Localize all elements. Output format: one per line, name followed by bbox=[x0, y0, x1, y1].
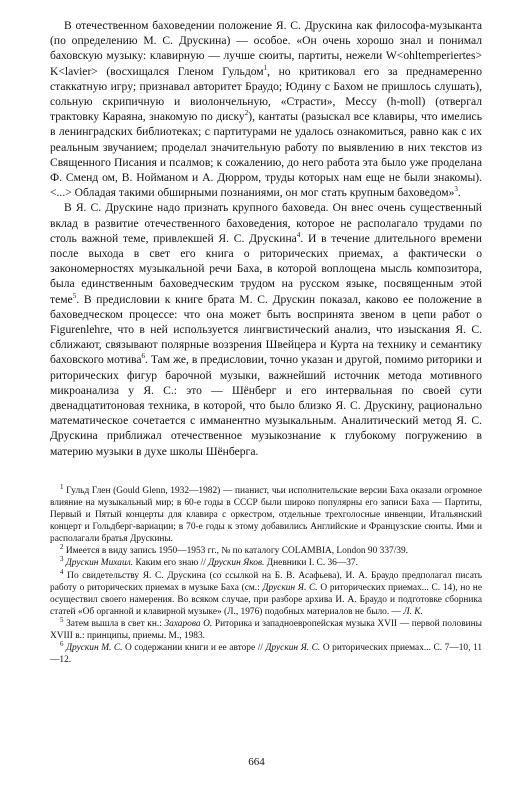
footnote bbox=[50, 545, 482, 557]
text-run: Затем вышла в свет кн.: bbox=[63, 618, 165, 629]
text-run: , но критиковал его за преднамеренно стаккатную игру; признавал авторитет Браудо; Юдину с Бахом не пришлось слушать), сольную скрипичную и виолончельную, «Страсти», Мессу (h-moll) (отвергал трактовку Караяна, знакомую по диску bbox=[50, 64, 482, 124]
footnote-ref: 2 bbox=[60, 543, 64, 552]
text-run: . И в течение длительного времени после выхода в свет его книга о риторических приемах, а фактически о закономерностях музыкальной речи Баха, в которой воплощена мысль композитора, была единственным баховедческим трудом на русском языке, посвященным этой теме bbox=[50, 231, 482, 306]
footnote-ref: 1 bbox=[60, 482, 64, 491]
footnote bbox=[50, 639, 483, 666]
footnote-ref: 1 bbox=[263, 63, 268, 72]
footnote-ref: 6 bbox=[60, 639, 64, 648]
author-name: Друскин Яков. bbox=[208, 558, 265, 569]
footnote-ref: 4 bbox=[60, 567, 64, 576]
footnote bbox=[50, 567, 482, 618]
text-run: Дневники I. С. 36—37. bbox=[264, 558, 358, 569]
text-run: Гульд Глен (Gould Glenn, 1932—1982) — пианист, чьи исполнительские версии Баха оказали огромное влияние на музыкальный мир; в 60-е годы в СССР были широко популярны его записи Баха — Партиты, Первый и Пятый концерты для клавира с оркестром, отдельные трехголосные инвенции, Итальянский концерт и Гольдберг-вариации; в 70-е годы к этому добавились Английские и Французские сюиты. Ими и располагали братья Друскины. bbox=[50, 485, 482, 545]
footnote-ref: 5 bbox=[72, 291, 77, 300]
author-name: Друскин Я. С. bbox=[265, 643, 321, 654]
text-run: Имеется в виду запись 1950—1953 гг., № по каталогу COLAMBIA, London 90 337/39. bbox=[63, 546, 409, 557]
text-run: . В предисловии к книге брата М. С. Друскин показал, каково ее положение в баховедческом процессе: что она может быть воспринята звеном в цепи работ о Figurenlehre, что в ней используется лингвистический анализ, что изыскания Я. С. сближают, связывают полярные воззрения Швейцера и Курта на технику и семантику баховского мотива bbox=[50, 292, 482, 367]
author-name: Друскин Я. С. bbox=[262, 582, 318, 593]
footnote-ref: 3 bbox=[60, 555, 64, 564]
footnote-ref: 5 bbox=[60, 615, 64, 624]
text-run: . Там же, в предисловии, точно указан и другой, помимо риторики и риторических фигур барочной музыки, важнейший источник метода мотивного микроанализа у Я. С.: это — Шёнберг и его интервальная по своей сути двенадцатитоновая техника, в которой, что было близко Я. С. Друскину, рационально математическое сочетается с имманентно музыкальным. Аналитический метод Я. С. Друскина приближал отечественное музыкознание к глубокому погружению в материю музыки в духе школы Шёнберга. bbox=[50, 353, 482, 458]
footnote-ref: 2 bbox=[244, 109, 249, 118]
footnote bbox=[50, 482, 482, 545]
footnote bbox=[50, 557, 482, 569]
author-name: Захарова О. bbox=[164, 618, 213, 629]
footnote-ref: 6 bbox=[141, 352, 145, 361]
text-run: О содержании книги и ее авторе // bbox=[122, 643, 266, 654]
author-name: Друскин М. С. bbox=[66, 643, 123, 654]
page-number: 664 bbox=[248, 756, 265, 768]
text-run: Каким его знаю // bbox=[133, 558, 209, 569]
text-run: О риторических приемах... С. 14), но не осуществил своего намерения. Во всяком случае, при разборе архива И. А. Браудо и подготовке сборника статей «Об органной и клавирной музыке» (Л., 1976) подобных материалов не было. — bbox=[50, 582, 482, 617]
main-text bbox=[50, 18, 482, 459]
text-run: ), кантаты (разыскал все клавиры, что имелись в ленинградских библиотеках; с партитурами не удалось ознакомиться, равно как с их реальным звучанием; проделал значительную работу по выявлению в них текстов из Священного Писания и псалмов; к сожалению, до него работа эта было уже проделана Ф. Сменд ом, В. Нойманом и А. Дюрром, труды которых нам еще не были знакомы). <...> Обладая такими обширными познаниями, он мог стать крупным баховедом» bbox=[50, 110, 482, 200]
footnote bbox=[50, 615, 482, 642]
paragraph bbox=[50, 18, 482, 200]
text-run: О риторических приемах... С. 7—10, 11—12. bbox=[50, 643, 483, 666]
footnote-ref: 4 bbox=[296, 230, 301, 239]
paragraph bbox=[50, 200, 482, 458]
text-run: В отечественном баховедении положение Я. С. Друскина как философа-музыканта (по определению М. С. Друскина) — особое. «Он очень хорошо знал и понимал баховскую музыку: клавирную — лучше сюиты, партиты, нежели W<ohltemperiertes> K<lavier> (восхищался Гленом Гульдом bbox=[50, 19, 482, 78]
footnote-ref: 3 bbox=[454, 185, 458, 194]
footnotes bbox=[50, 482, 483, 666]
author-name: Друскин Михаил. bbox=[65, 558, 134, 569]
text-run: В Я. С. Друскине надо признать крупного баховеда. Он внес очень существенный вклад в развитие отечественного баховедения, которое не располагало трудами по столь важной теме, привлекшей Я. С. Друскина bbox=[50, 201, 482, 245]
text-run: По свидетельству Я. С. Друскина (со ссылкой на Б. В. Асафьева), И. А. Браудо предполагал писать работу о риторических приемах в музыке Баха (см.: bbox=[50, 570, 482, 593]
document-page bbox=[50, 18, 482, 666]
text-run: Риторика и западноевропейская музыка XVII — первой половины XVIII в.: принципы, приемы. М., 1983. bbox=[50, 618, 482, 642]
text-run: . bbox=[457, 186, 461, 200]
author-name: Л. К. bbox=[403, 606, 423, 617]
